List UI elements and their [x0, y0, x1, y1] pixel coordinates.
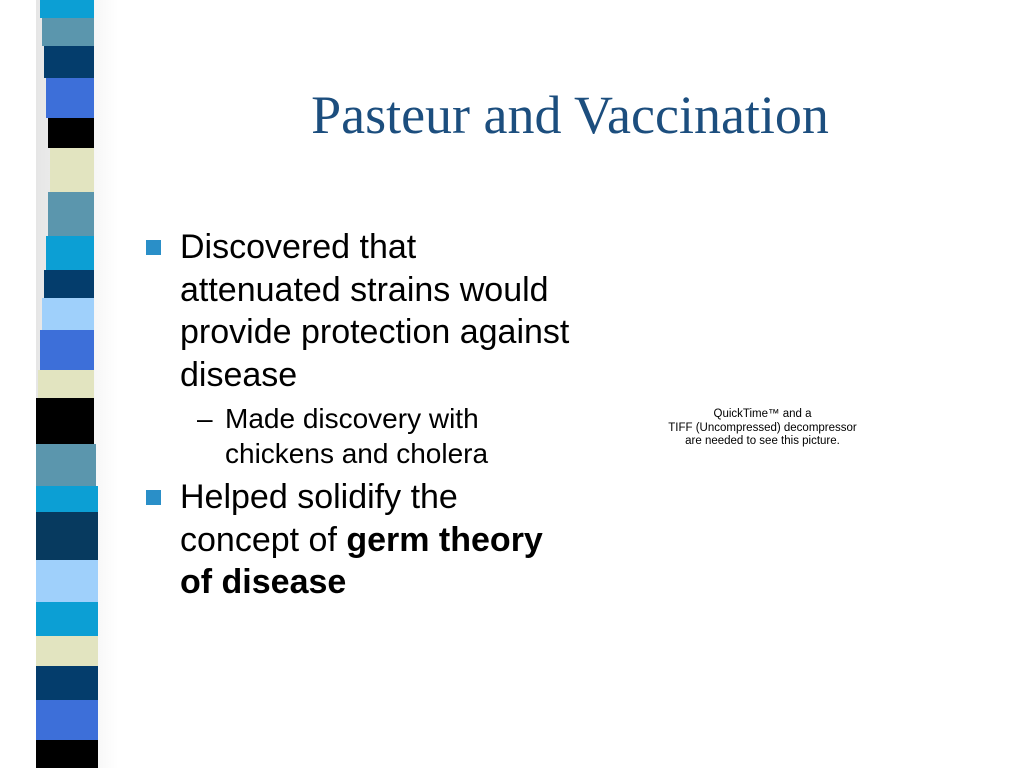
- bullet-text-2-bold: germ theory of disease: [180, 520, 543, 601]
- sub-bullet-item-1: [140, 401, 570, 471]
- stripe-block: [36, 560, 98, 602]
- stripe-block: [44, 270, 94, 298]
- stripe-block: [50, 148, 94, 192]
- stripe-block: [44, 46, 94, 78]
- slide-title: Pasteur and Vaccination: [311, 85, 829, 145]
- placeholder-line-3: are needed to see this picture.: [685, 435, 840, 447]
- stripe-block: [40, 330, 94, 370]
- bullet-item-2: [140, 476, 570, 604]
- stripe-block: [46, 78, 94, 118]
- stripe-block: [36, 636, 98, 666]
- slide-body: [140, 226, 570, 604]
- dash-bullet-icon: –: [197, 403, 213, 434]
- stripe-block: [36, 666, 98, 700]
- sub-bullet-text-1: Made discovery with chickens and cholera: [225, 403, 489, 469]
- stripe-block: [48, 118, 94, 148]
- image-placeholder: [640, 408, 885, 449]
- bullet-item-1: [140, 226, 570, 396]
- stripe-block: [48, 192, 94, 236]
- decorative-stripe: [36, 0, 98, 768]
- stripe-block: [36, 602, 98, 636]
- square-bullet-icon: [146, 240, 161, 255]
- stripe-block: [40, 0, 94, 18]
- stripe-block: [36, 700, 98, 740]
- stripe-block: [36, 512, 98, 560]
- bullet-text-1: Discovered that attenuated strains would provide protection against disease: [180, 228, 570, 394]
- stripe-block: [36, 444, 96, 486]
- bullet-text-2: Helped solidify the concept of: [180, 478, 458, 559]
- stripe-block: [36, 398, 94, 444]
- stripe-block: [36, 740, 98, 768]
- placeholder-line-1: QuickTime™ and a: [713, 408, 812, 420]
- stripe-block: [36, 486, 98, 512]
- stripe-block: [42, 298, 94, 330]
- stripe-block: [46, 236, 94, 270]
- stripe-block: [38, 370, 94, 398]
- placeholder-line-2: TIFF (Uncompressed) decompressor: [668, 421, 857, 434]
- square-bullet-icon: [146, 490, 161, 505]
- stripe-block: [42, 18, 94, 46]
